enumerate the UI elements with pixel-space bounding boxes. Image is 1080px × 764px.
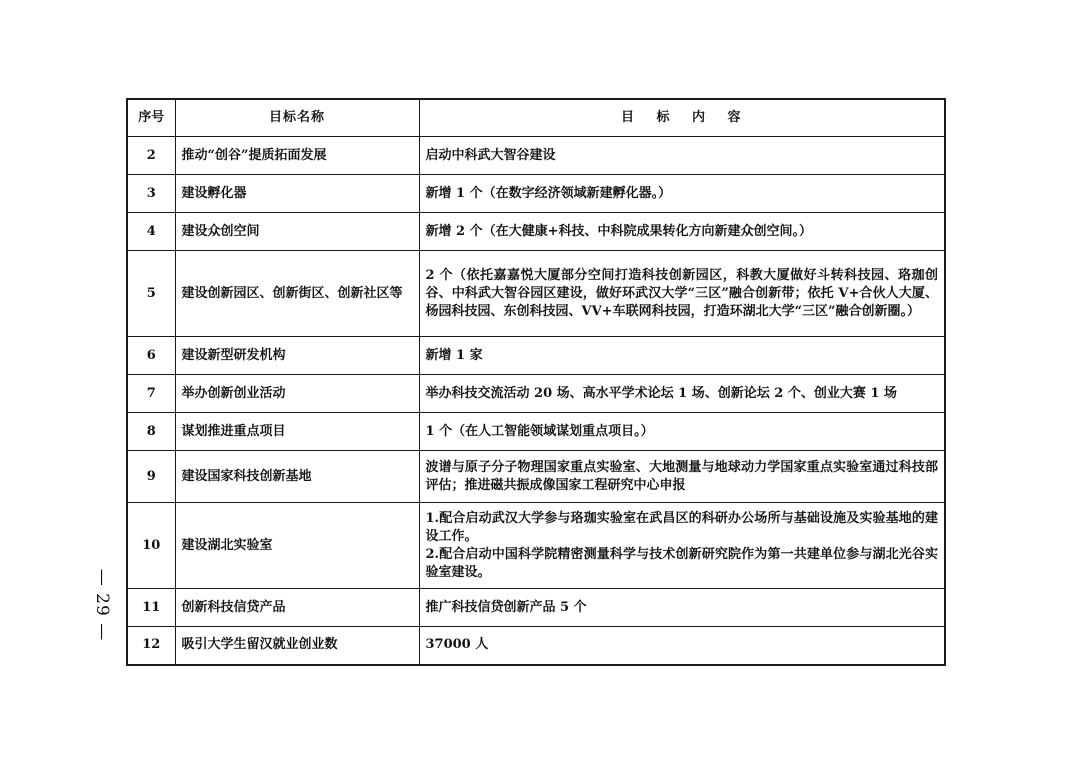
target-name: 举办创新创业活动 xyxy=(175,375,419,413)
targets-table xyxy=(126,98,946,666)
target-name: 建设国家科技创新基地 xyxy=(175,451,419,503)
table-row xyxy=(127,589,945,627)
target-name: 建设创新园区、创新街区、创新社区等 xyxy=(175,251,419,337)
target-content xyxy=(419,589,945,627)
header-target-content: 目 标 内 容 xyxy=(419,99,945,137)
target-content xyxy=(419,337,945,375)
row-number: 2 xyxy=(127,137,175,175)
target-content-line: 启动中科武大智谷建设 xyxy=(425,147,556,163)
target-content xyxy=(419,627,945,665)
target-content-line: 1 个（在人工智能领域谋划重点项目。） xyxy=(425,423,654,439)
table-row xyxy=(127,213,945,251)
target-name: 建设孵化器 xyxy=(175,175,419,213)
page-number-text: — 29 — xyxy=(92,568,113,642)
table-header-row xyxy=(127,99,945,137)
row-number: 3 xyxy=(127,175,175,213)
target-content-line: 37000 人 xyxy=(425,637,489,653)
row-number: 7 xyxy=(127,375,175,413)
target-name: 谋划推进重点项目 xyxy=(175,413,419,451)
table-row xyxy=(127,627,945,665)
table-row xyxy=(127,503,945,589)
header-number: 序号 xyxy=(127,99,175,137)
target-content xyxy=(419,503,945,589)
target-name: 建设湖北实验室 xyxy=(175,503,419,589)
target-content xyxy=(419,213,945,251)
table-row xyxy=(127,375,945,413)
header-target-name: 目标名称 xyxy=(175,99,419,137)
target-content xyxy=(419,413,945,451)
table-row xyxy=(127,137,945,175)
target-name: 建设新型研发机构 xyxy=(175,337,419,375)
table-row xyxy=(127,175,945,213)
target-content-line: 新增 2 个（在大健康+科技、中科院成果转化方向新建众创空间。） xyxy=(425,223,812,239)
target-name: 推动“创谷”提质拓面发展 xyxy=(175,137,419,175)
row-number: 12 xyxy=(127,627,175,665)
target-content-line: 2.配合启动中国科学院精密测量科学与技术创新研究院作为第一共建单位参与湖北光谷实验室建设。 xyxy=(425,546,938,580)
table-row xyxy=(127,251,945,337)
target-content-line: 新增 1 个（在数字经济领域新建孵化器。） xyxy=(425,185,672,201)
row-number: 4 xyxy=(127,213,175,251)
row-number: 8 xyxy=(127,413,175,451)
table-row xyxy=(127,413,945,451)
target-content-line: 2 个（依托嘉嘉悦大厦部分空间打造科技创新园区，科教大厦做好斗转科技园、珞珈创谷、中科武大智谷园区建设，做好环武汉大学“三区”融合创新带；依托 V+合伙人大厦、杨园科技园、东创科技园、VV+车联网科技园，打造环湖北大学“三区”融合创新圈。） xyxy=(425,267,938,319)
target-content-line: 新增 1 家 xyxy=(425,347,483,363)
target-content xyxy=(419,137,945,175)
page-number xyxy=(84,568,120,642)
target-content-line: 波谱与原子分子物理国家重点实验室、大地测量与地球动力学国家重点实验室通过科技部评估；推进磁共振成像国家工程研究中心申报 xyxy=(425,459,938,493)
target-name: 建设众创空间 xyxy=(175,213,419,251)
target-content-line: 推广科技信贷创新产品 5 个 xyxy=(425,599,587,615)
target-content xyxy=(419,175,945,213)
target-content xyxy=(419,375,945,413)
row-number: 11 xyxy=(127,589,175,627)
target-content xyxy=(419,251,945,337)
row-number: 5 xyxy=(127,251,175,337)
row-number: 10 xyxy=(127,503,175,589)
row-number: 6 xyxy=(127,337,175,375)
target-content-line: 举办科技交流活动 20 场、高水平学术论坛 1 场、创新论坛 2 个、创业大赛 1 场 xyxy=(425,385,897,401)
target-name: 创新科技信贷产品 xyxy=(175,589,419,627)
target-name: 吸引大学生留汉就业创业数 xyxy=(175,627,419,665)
row-number: 9 xyxy=(127,451,175,503)
target-content xyxy=(419,451,945,503)
table-row xyxy=(127,451,945,503)
target-content-line: 1.配合启动武汉大学参与珞珈实验室在武昌区的科研办公场所与基础设施及实验基地的建设工作。 xyxy=(425,510,938,544)
table-row xyxy=(127,337,945,375)
